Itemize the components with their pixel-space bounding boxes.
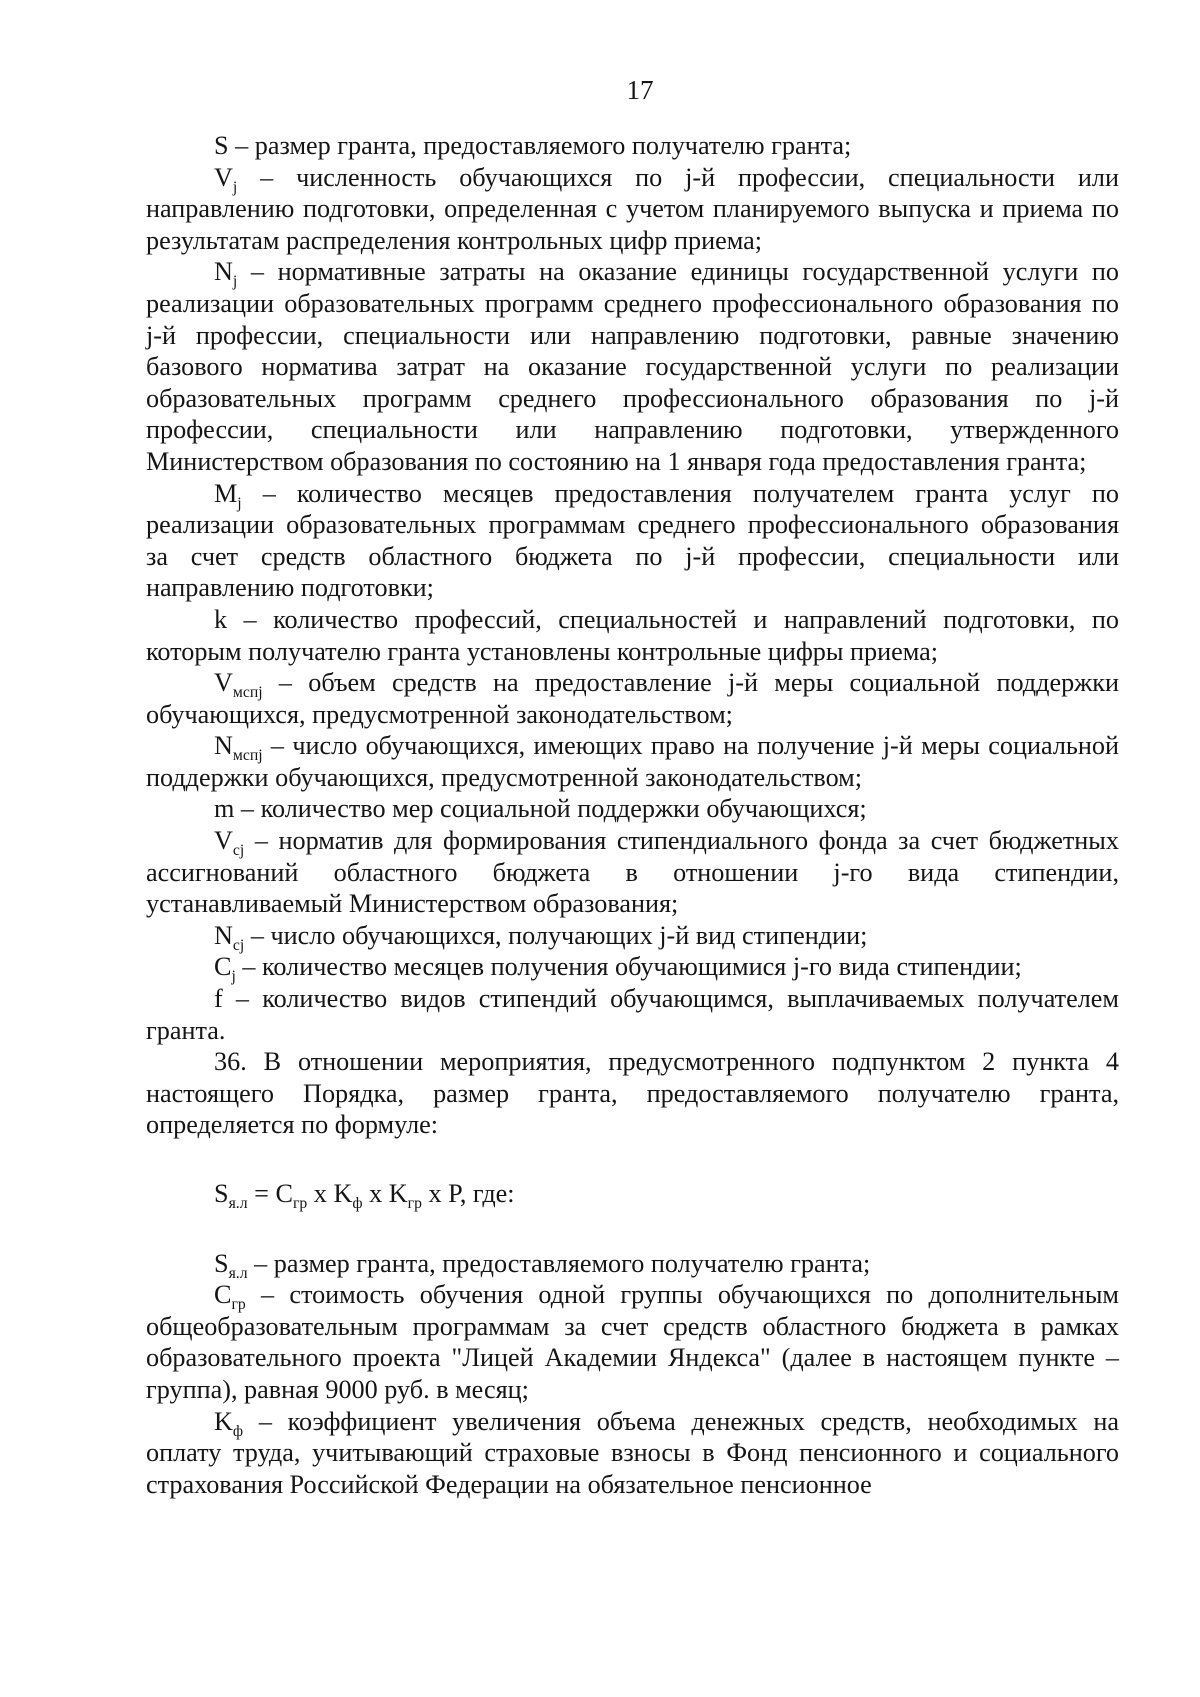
formula-symbol-k1: $K_ф$ (333, 1179, 363, 1213)
definition-text: – количество профессий, специальностей и направлений подготовки, по которым получателю гранта установлены контрольные цифры приема; (146, 604, 1119, 666)
definition-symbol: $C_{гр}$ (214, 1280, 246, 1314)
definition-item (146, 920, 1119, 955)
definition-item (146, 1279, 1119, 1405)
page-number: 17 (626, 75, 654, 105)
formula-symbol-s: $S_{я.л}$ (214, 1179, 248, 1213)
definition-text: – коэффициент увеличения объема денежных средств, необходимых на оплату труда, учитывающий страховые взносы в Фонд пенсионного и социального страхования Российской Федерации на обязательное пенсионное (146, 1406, 1119, 1499)
definition-item (146, 825, 1119, 920)
definition-item (146, 951, 1119, 986)
definition-symbol: $S_{я.л}$ (214, 1248, 248, 1282)
definition-symbol: $V_j$ (214, 162, 238, 196)
definition-item (146, 604, 1119, 667)
definition-symbol: m (214, 794, 235, 824)
formula-symbol-c: $C_{гр}$ (275, 1179, 308, 1213)
definition-text: – объем средств на предоставление j-й меры социальной поддержки обучающихся, предусмотренной законодательством; (146, 668, 1119, 729)
formula (214, 1178, 1119, 1213)
definition-item (146, 1406, 1119, 1501)
paragraph-36: 36. В отношении мероприятия, предусмотренного подпунктом 2 пункта 4 настоящего Порядка, размер гранта, предоставляемого получателю гранта, определяется по формуле: (146, 1047, 1119, 1140)
definition-text: – количество видов стипендий обучающимся, выплачиваемых получателем гранта. (146, 984, 1119, 1045)
definition-symbol: S (214, 131, 229, 160)
definition-symbol: $M_j$ (214, 478, 242, 512)
formula-times: x (307, 1179, 334, 1208)
definition-text: – число обучающихся, имеющих право на получение j-й меры социальной поддержки обучающихся, предусмотренной законодательством; (146, 731, 1119, 792)
definition-item (146, 256, 1119, 477)
definition-symbol: $C_j$ (214, 952, 236, 986)
definition-text: – размер гранта, предоставляемого получателю гранта; (228, 131, 852, 160)
definition-symbol: $V_{мспj}$ (214, 668, 263, 702)
definition-item (146, 130, 1119, 162)
definition-text: – количество месяцев предоставления получателем гранта услуг по реализации образовательных программам среднего профессионального образования за счет средств областного бюджета по j-й профессии, специальности или направлению подготовки; (146, 478, 1119, 603)
definition-item (146, 667, 1119, 730)
formula-equals: = (247, 1179, 276, 1208)
definition-text: – количество мер социальной поддержки обучающихся; (234, 794, 867, 824)
formula-tail: x P, где: (421, 1179, 515, 1208)
definitions-list-1 (146, 130, 1119, 1046)
definition-item (146, 730, 1119, 793)
definition-item (146, 162, 1119, 257)
definition-symbol: $N_{мспj}$ (214, 731, 263, 765)
definition-text: – численность обучающихся по j-й профессии, специальности или направлению подготовки, определенная с учетом планируемого выпуска и приема по результатам распределения контрольных цифр приема; (146, 162, 1119, 255)
page-content (146, 130, 1119, 1500)
definition-item (146, 478, 1119, 604)
formula-symbol-k2: $K_{гр}$ (388, 1179, 422, 1213)
definition-text: – нормативные затраты на оказание единицы государственной услуги по реализации образовательных программ среднего профессионального образования по j-й профессии, специальности или направлению подготовки, равные значению базового норматива затрат на оказание государственной услуги по реализации образовательных программ среднего профессионального образования по j-й профессии, специальности или направлению подготовки, утвержденного Министерством образования по состоянию на 1 января года предоставления гранта; (146, 257, 1119, 476)
definition-text: – норматив для формирования стипендиального фонда за счет бюджетных ассигнований областного бюджета в отношении j-го вида стипендии, устанавливаемый Министерством образования; (146, 826, 1119, 919)
definition-item (146, 1248, 1119, 1280)
formula-times: x (362, 1179, 389, 1208)
definition-symbol: $N_j$ (214, 257, 238, 291)
definition-symbol: $K_ф$ (214, 1406, 244, 1440)
definition-text: – размер гранта, предоставляемого получателю гранта; (247, 1248, 871, 1278)
definition-text: – число обучающихся, получающих j-й вид стипендии; (244, 920, 868, 950)
definition-symbol: f (214, 984, 223, 1014)
definitions-list-2 (146, 1248, 1119, 1501)
definition-symbol: k (214, 604, 228, 634)
definition-text: – стоимость обучения одной группы обучающихся по дополнительным общеобразовательным программам за счет средств областного бюджета в рамках образовательного проекта "Лицей Академии Яндекса" (далее в настоящем пункте – группа), равная 9000 руб. в месяц; (146, 1280, 1119, 1404)
definition-item (146, 793, 1119, 825)
definition-item (146, 983, 1119, 1046)
definition-symbol: $V_{cj}$ (214, 826, 245, 860)
definition-text: – количество месяцев получения обучающимися j-го вида стипендии; (235, 952, 1022, 982)
definition-symbol: $N_{cj}$ (214, 920, 245, 955)
